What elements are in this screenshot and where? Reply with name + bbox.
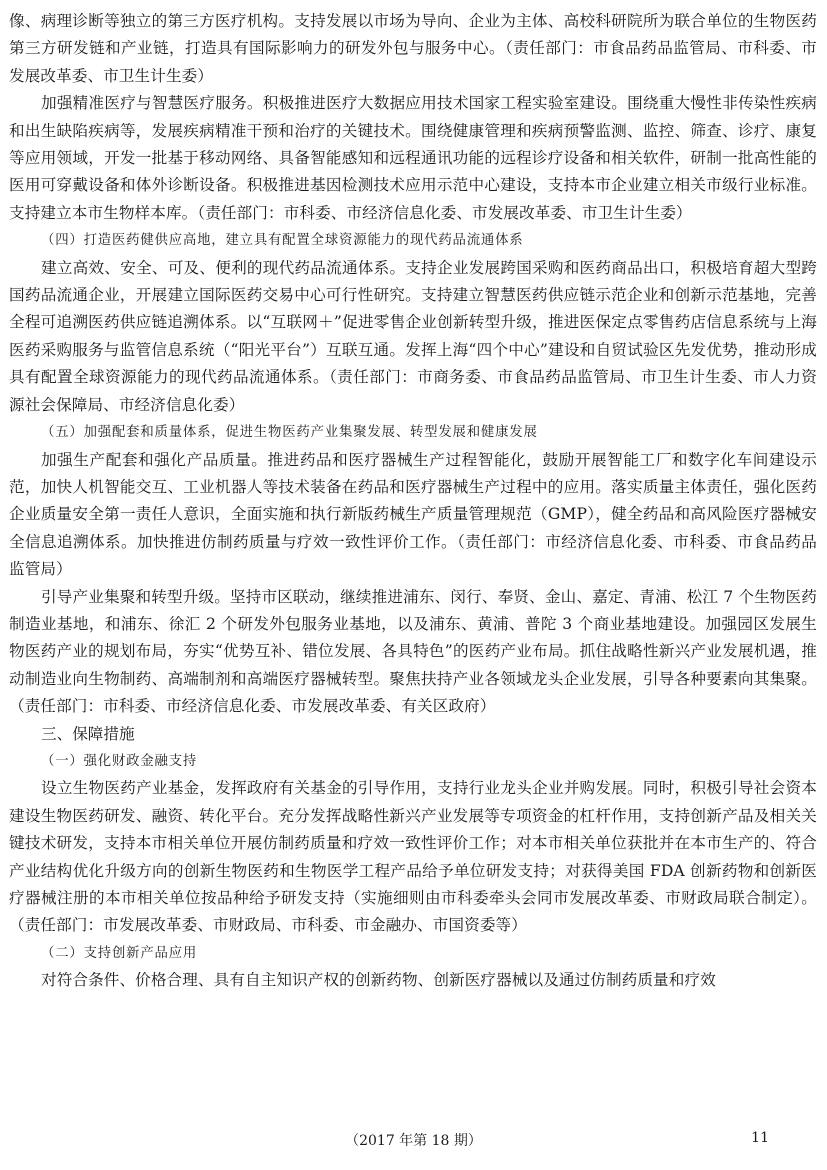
subsection-heading: （二）支持创新产品应用	[41, 945, 198, 961]
body-paragraph-truncated: 对符合条件、价格合理、具有自主知识产权的创新药物、创新医疗器械以及通过仿制药质量和疗效	[41, 971, 716, 990]
body-paragraph: 加强生产配套和强化产品质量。推进药品和医疗器械生产过程智能化，鼓励开展智能工厂和数字化车间建设示范，加快人机智能交互、工业机器人等技术装备在药品和医疗器械生产过程中的应用。落实质量主体责任，强化医药企业质量安全第一责任人意识，全面实施和执行新版药械生产质量管理规范（GMP），健全药品和高风险医疗器械安全信息追溯体系。加快推进仿制药质量与疗效一致性评价工作。（责任部门：市经济信息化委、市科委、市食品药品监管局）	[9, 450, 817, 579]
body-paragraph: 建立高效、安全、可及、便利的现代药品流通体系。支持企业发展跨国采购和医药商品出口，积极培育超大型跨国药品流通企业，开展建立国际医药交易中心可行性研究。支持建立智慧医药供应链示范企业和创新示范基地，完善全程可追溯医药供应链追溯体系。以“互联网＋”促进零售企业创新转型升级，推进医保定点零售药店信息系统与上海医药采购服务与监管信息系统（“阳光平台”）互联互通。发挥上海“四个中心”建设和自贸试验区先发优势，推动形成具有配置全球资源能力的现代药品流通体系。（责任部门：市商务委、市食品药品监管局、市卫生计生委、市人力资源社会保障局、市经济信息化委）	[9, 258, 817, 414]
subsection-heading: （四）打造医药健供应高地，建立具有配置全球资源能力的现代药品流通体系	[41, 233, 524, 249]
body-paragraph: 设立生物医药产业基金，发挥政府有关基金的引导作用，支持行业龙头企业并购发展。同时，积极引导社会资本建设生物医药研发、融资、转化平台。充分发挥战略性新兴产业发展等专项资金的杠杆作用，支持创新产品及相关关键技术研发，支持本市相关单位开展仿制药质量和疗效一致性评价工作；对本市相关单位获批并在本市生产的、符合产业结构优化升级方向的创新生物医药和生物医学工程产品给予单位研发支持；对获得美国 FDA 创新药物和创新医疗器械注册的本市相关单位按品种给予研发支持（实施细则由市科委牵头会同市发展改革委、市财政局联合制定）。（责任部门：市发展改革委、市财政局、市科委、市金融办、市国资委等）	[9, 779, 817, 935]
issue-label: （2017 年第 18 期）	[345, 1133, 482, 1149]
section-heading: 三、保障措施	[41, 724, 135, 743]
subsection-heading: （五）加强配套和质量体系，促进生物医药产业集聚发展、转型发展和健康发展	[41, 425, 538, 441]
subsection-heading: （一）强化财政金融支持	[41, 753, 198, 769]
page-number: 11	[751, 1130, 769, 1146]
page-footer	[0, 1128, 827, 1152]
document-page	[9, 8, 817, 1128]
body-paragraph: 引导产业集聚和转型升级。坚持市区联动，继续推进浦东、闵行、奉贤、金山、嘉定、青浦、松江 7 个生物医药制造业基地，和浦东、徐汇 2 个研发外包服务业基地，以及浦东、黄浦、普陀 3 个商业基地建设。加强园区发展生物医药产业的规划布局，夯实“优势互补、错位发展、各具特色”的医药产业布局。抓住战略性新兴产业发展机遇，推动制造业向生物制药、高端制剂和高端医疗器械转型。聚焦扶持产业各领域龙头企业发展，引导各种要素向其集聚。（责任部门：市科委、市经济信息化委、市发展改革委、有关区政府）	[9, 587, 817, 716]
body-paragraph-continued: 像、病理诊断等独立的第三方医疗机构。支持发展以市场为导向、企业为主体、高校科研院所为联合单位的生物医药第三方研发链和产业链，打造具有国际影响力的研发外包与服务中心。（责任部门：市食品药品监管局、市科委、市发展改革委、市卫生计生委）	[9, 12, 817, 85]
body-paragraph: 加强精准医疗与智慧医疗服务。积极推进医疗大数据应用技术国家工程实验室建设。围绕重大慢性非传染性疾病和出生缺陷疾病等，发展疾病精准干预和治疗的关键技术。围绕健康管理和疾病预警监测、监控、筛查、诊疗、康复等应用领域，开发一批基于移动网络、具备智能感知和远程通讯功能的远程诊疗设备和相关软件，研制一批高性能的医用可穿戴设备和体外诊断设备。积极推进基因检测技术应用示范中心建设，支持本市企业建立相关市级行业标准。支持建立本市生物样本库。（责任部门：市科委、市经济信息化委、市发展改革委、市卫生计生委）	[9, 94, 817, 222]
